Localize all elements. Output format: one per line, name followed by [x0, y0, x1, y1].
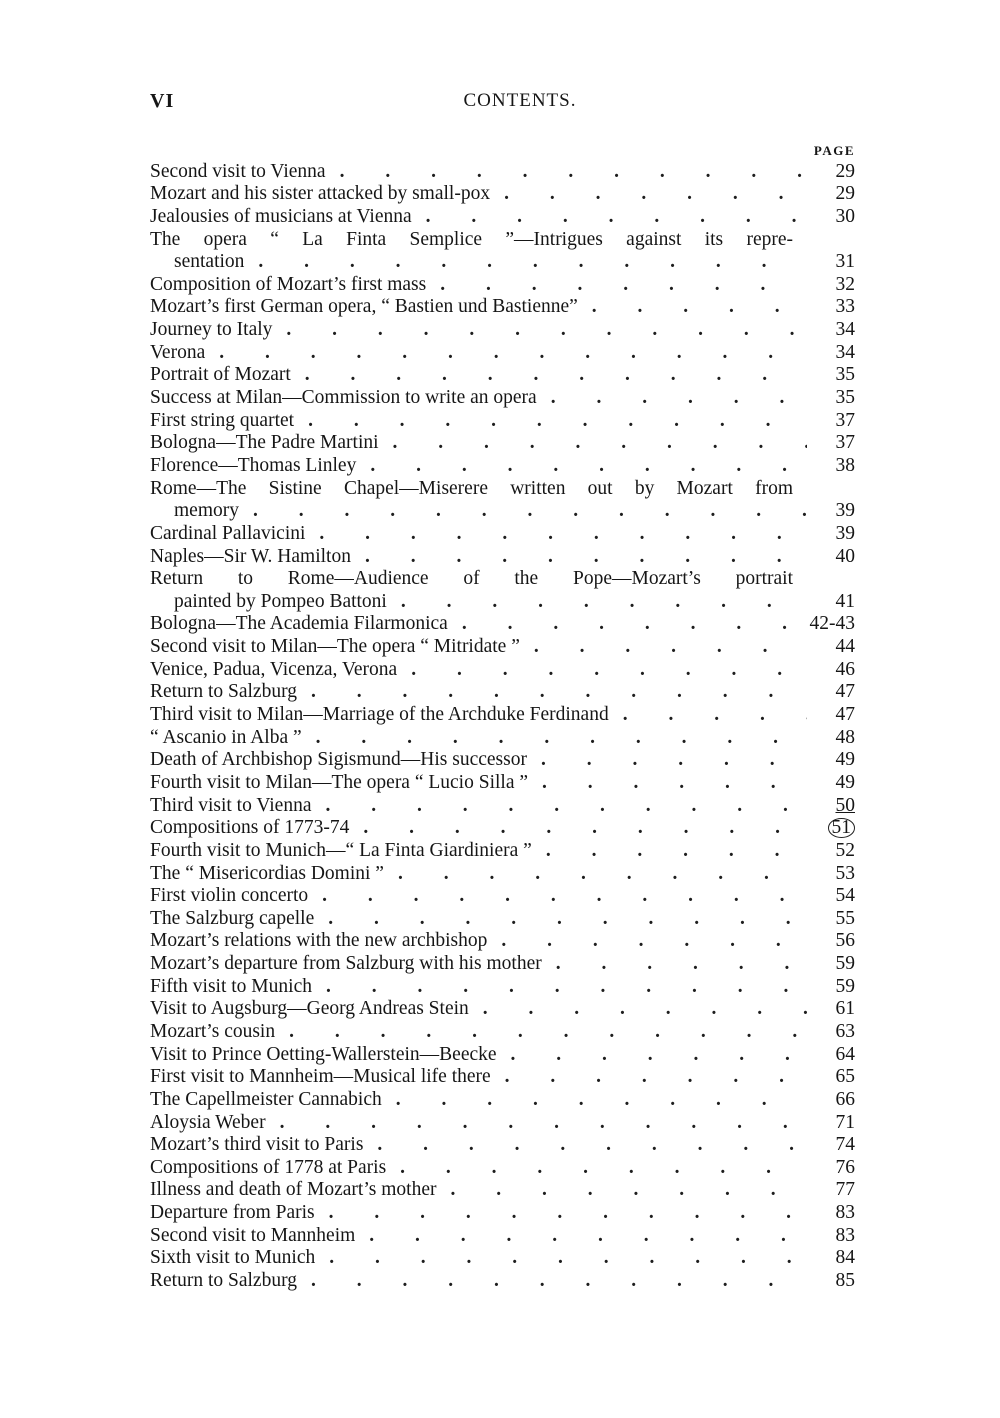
toc-entry: [150, 772, 855, 795]
dot-leader: [308, 885, 807, 908]
toc-entry-title: Visit to Prince Oetting-Wallerstein—Beecke: [150, 1043, 497, 1065]
underlined-page-number: 50: [835, 794, 855, 816]
toc-entry-title: The opera “ La Finta Semplice ”—Intrigues against its repre-: [150, 228, 793, 250]
toc-entry-title: Third visit to Vienna: [150, 794, 312, 816]
toc-entry: [150, 1089, 855, 1112]
toc-entry-title: Cardinal Pallavicini: [150, 522, 306, 544]
toc-entry-title: Return to Rome—Audience of the Pope—Mozart’s portrait: [150, 568, 793, 590]
toc-entry: [150, 523, 855, 546]
toc-entry-page: 63: [835, 1020, 855, 1042]
toc-entry: [150, 659, 855, 682]
toc-entry-page: 59: [835, 953, 855, 975]
toc-entry-page: [807, 817, 855, 840]
dot-leader: [487, 930, 807, 953]
toc-entry-title: Fifth visit to Munich: [150, 975, 312, 997]
toc-entry-page: 42-43: [809, 613, 855, 635]
toc-entry-title: First string quartet: [150, 409, 295, 431]
toc-entry-page: 41: [835, 590, 855, 612]
toc-entry: [150, 1157, 855, 1180]
toc-entry-page: 30: [835, 205, 855, 227]
toc-entry: [150, 636, 855, 659]
toc-entry-title: Second visit to Vienna: [150, 160, 326, 182]
toc-entry-title: Journey to Italy: [150, 319, 273, 341]
dot-leader: [436, 1179, 807, 1202]
dot-leader: [291, 364, 807, 387]
table-of-contents: [150, 138, 855, 1293]
toc-entry: [150, 229, 855, 274]
toc-entry-title: Florence—Thomas Linley: [150, 454, 357, 476]
toc-entry-title: Mozart’s relations with the new archbishop: [150, 930, 488, 952]
toc-entry: [150, 953, 855, 976]
toc-entry-page: 48: [835, 726, 855, 748]
toc-entry-title: Return to Salzburg: [150, 1270, 297, 1292]
toc-entry: [150, 885, 855, 908]
toc-entry-title: Second visit to Mannheim: [150, 1224, 356, 1246]
toc-entry-title: The Salzburg capelle: [150, 907, 315, 929]
toc-entry: [150, 817, 855, 840]
toc-entry: [150, 704, 855, 727]
dot-leader: [363, 1134, 807, 1157]
toc-entry-title-continuation: memory: [174, 500, 239, 522]
toc-entry-page: 37: [835, 409, 855, 431]
toc-entry: [150, 1225, 855, 1248]
toc-entry-title: Venice, Padua, Vicenza, Verona: [150, 658, 398, 680]
toc-entry-title: Third visit to Milan—Marriage of the Archduke Ferdinand: [150, 704, 609, 726]
dot-leader: [312, 976, 807, 999]
toc-entry-title: First violin concerto: [150, 885, 309, 907]
toc-entry-title: The “ Misericordias Domini ”: [150, 862, 384, 884]
dot-leader: [326, 161, 807, 184]
dot-leader: [542, 953, 807, 976]
toc-entry-page: 37: [835, 432, 855, 454]
toc-entry: [150, 274, 855, 297]
toc-entry-page: 76: [835, 1156, 855, 1178]
dot-leader: [315, 1202, 807, 1225]
toc-entry: [150, 568, 855, 613]
toc-entry-title: “ Ascanio in Alba ”: [150, 726, 302, 748]
dot-leader: [397, 659, 807, 682]
dot-leader: [386, 1157, 807, 1180]
toc-entry: [150, 319, 855, 342]
dot-leader: [355, 1225, 807, 1248]
dot-leader: [349, 817, 807, 840]
toc-entry-page: 77: [835, 1179, 855, 1201]
toc-entry-page: 38: [835, 454, 855, 476]
dot-leader: [351, 546, 807, 569]
dot-leader: [305, 523, 807, 546]
toc-entry-title-continuation: painted by Pompeo Battoni: [174, 590, 387, 612]
toc-entry: [150, 387, 855, 410]
toc-entry-page: 52: [835, 839, 855, 861]
dot-leader: [384, 863, 807, 886]
toc-entry: [150, 296, 855, 319]
dot-leader: [205, 342, 807, 365]
toc-entry-title: Second visit to Milan—The opera “ Mitridate ”: [150, 636, 520, 658]
page-header: [0, 90, 1000, 122]
toc-entry: [150, 1270, 855, 1293]
dot-leader: [272, 319, 807, 342]
dot-leader: [312, 795, 808, 818]
dot-leader: [302, 727, 807, 750]
toc-entry-title: Visit to Augsburg—Georg Andreas Stein: [150, 998, 469, 1020]
dot-leader: [520, 636, 807, 659]
toc-entry: [150, 1134, 855, 1157]
toc-entry: [150, 727, 855, 750]
toc-entry-page: 34: [835, 341, 855, 363]
toc-entry: [150, 1112, 855, 1135]
dot-leader: [448, 613, 807, 636]
toc-entry-title: Compositions of 1773-74: [150, 817, 350, 839]
dot-leader: [387, 591, 807, 614]
dot-leader: [297, 1270, 807, 1293]
dot-leader: [412, 206, 807, 229]
toc-entry: [150, 455, 855, 478]
toc-entry-title: Mozart’s cousin: [150, 1020, 276, 1042]
toc-entry: [150, 1247, 855, 1270]
toc-entry: [150, 613, 855, 636]
dot-leader: [537, 387, 807, 410]
toc-entry-title: Bologna—The Academia Filarmonica: [150, 613, 448, 635]
toc-entry-page: 65: [835, 1066, 855, 1088]
toc-entry-page: 49: [835, 771, 855, 793]
toc-entry: [150, 795, 855, 818]
toc-entry-page: 55: [835, 907, 855, 929]
toc-entry-page: 29: [835, 160, 855, 182]
toc-entry-continuation-line: [150, 591, 855, 614]
toc-entry-title: The Capellmeister Cannabich: [150, 1088, 382, 1110]
toc-entry-page: 53: [835, 862, 855, 884]
dot-leader: [356, 455, 807, 478]
toc-entry-title: Jealousies of musicians at Vienna: [150, 205, 412, 227]
toc-entry-page: [807, 795, 855, 818]
toc-entry: [150, 478, 855, 523]
toc-entry-page: 61: [835, 998, 855, 1020]
toc-entry-page: 35: [835, 364, 855, 386]
toc-entry-title: Fourth visit to Munich—“ La Finta Giardiniera ”: [150, 839, 532, 861]
toc-entry-page: 74: [835, 1134, 855, 1156]
toc-entry-page: 83: [835, 1224, 855, 1246]
toc-entry-page: 84: [835, 1247, 855, 1269]
toc-entry: [150, 432, 855, 455]
toc-entry-page: 83: [835, 1202, 855, 1224]
toc-entry-title-continuation: sentation: [174, 251, 245, 273]
toc-entry-page: 44: [835, 636, 855, 658]
toc-entry-page: 71: [835, 1111, 855, 1133]
dot-leader: [528, 772, 807, 795]
dot-leader: [239, 500, 807, 523]
dot-leader: [379, 432, 807, 455]
toc-entry-page: 59: [835, 975, 855, 997]
toc-entry-page: 64: [835, 1043, 855, 1065]
toc-entry: [150, 863, 855, 886]
dot-leader: [491, 1066, 807, 1089]
toc-entry: [150, 183, 855, 206]
toc-entry-page: 33: [835, 296, 855, 318]
toc-entry-title: Portrait of Mozart: [150, 364, 291, 386]
dot-leader: [266, 1112, 807, 1135]
dot-leader: [297, 681, 807, 704]
toc-entry-page: 47: [835, 704, 855, 726]
toc-entry: [150, 342, 855, 365]
toc-entry-title: Illness and death of Mozart’s mother: [150, 1179, 437, 1201]
toc-entry: [150, 1044, 855, 1067]
toc-entry: [150, 1202, 855, 1225]
dot-leader: [315, 1247, 807, 1270]
toc-entry: [150, 998, 855, 1021]
toc-entry-page: 32: [835, 273, 855, 295]
toc-entry: [150, 976, 855, 999]
page-column-label: PAGE: [813, 143, 855, 158]
toc-entry: [150, 1021, 855, 1044]
toc-entry-page: 40: [835, 545, 855, 567]
toc-entry-page: 85: [835, 1270, 855, 1292]
dot-leader: [497, 1044, 807, 1067]
toc-entry-page: 39: [835, 522, 855, 544]
toc-entry-title: Compositions of 1778 at Paris: [150, 1156, 387, 1178]
toc-entry-page: 31: [835, 251, 855, 273]
toc-entry-title: Death of Archbishop Sigismund—His successor: [150, 749, 527, 771]
toc-entry-title: Aloysia Weber: [150, 1111, 266, 1133]
toc-entry: [150, 840, 855, 863]
toc-entry-title: Naples—Sir W. Hamilton: [150, 545, 351, 567]
toc-entry-page: 35: [835, 387, 855, 409]
toc-entry-page: 54: [835, 885, 855, 907]
toc-entry-title: Fourth visit to Milan—The opera “ Lucio Silla ”: [150, 771, 529, 793]
toc-entry-page: 56: [835, 930, 855, 952]
toc-entry: [150, 161, 855, 184]
toc-entry: [150, 410, 855, 433]
toc-entry-page: 66: [835, 1088, 855, 1110]
toc-entry-continuation-line: [150, 251, 855, 274]
toc-entry-title: Return to Salzburg: [150, 681, 297, 703]
toc-entry: [150, 1179, 855, 1202]
dot-leader: [527, 749, 807, 772]
toc-entry: [150, 364, 855, 387]
toc-entry-page: 29: [835, 183, 855, 205]
toc-entry: [150, 749, 855, 772]
dot-leader: [609, 704, 807, 727]
dot-leader: [532, 840, 807, 863]
toc-entry-title: Verona: [150, 341, 206, 363]
toc-entry-page: 46: [835, 658, 855, 680]
dot-leader: [294, 410, 807, 433]
toc-entry: [150, 206, 855, 229]
dot-leader: [382, 1089, 807, 1112]
page-number-folio: VI: [150, 90, 175, 112]
toc-entry-title: Mozart’s first German opera, “ Bastien und Bastienne”: [150, 296, 578, 318]
toc-entry-page: 39: [835, 500, 855, 522]
dot-leader: [469, 998, 807, 1021]
toc-entry-title: Success at Milan—Commission to write an opera: [150, 387, 537, 409]
toc-entry-title: Mozart and his sister attacked by small-pox: [150, 183, 491, 205]
toc-entry-continuation-line: [150, 500, 855, 523]
dot-leader: [314, 908, 807, 931]
dot-leader: [490, 183, 807, 206]
toc-entry: [150, 930, 855, 953]
toc-entry: [150, 546, 855, 569]
toc-entry-title: Rome—The Sistine Chapel—Miserere written out by Mozart from: [150, 477, 793, 499]
toc-entry-page: 49: [835, 749, 855, 771]
toc-entry: [150, 908, 855, 931]
toc-entry-title: Bologna—The Padre Martini: [150, 432, 379, 454]
dot-leader: [275, 1021, 807, 1044]
toc-entry-title: Composition of Mozart’s first mass: [150, 273, 427, 295]
dot-leader: [426, 274, 807, 297]
toc-entry-title: Mozart’s third visit to Paris: [150, 1134, 364, 1156]
toc-entry-title: First visit to Mannheim—Musical life there: [150, 1066, 491, 1088]
toc-entry-title: Mozart’s departure from Salzburg with his mother: [150, 953, 542, 975]
toc-entry-page: 47: [835, 681, 855, 703]
running-title: CONTENTS.: [463, 90, 577, 111]
toc-entry-title: Departure from Paris: [150, 1202, 315, 1224]
toc-entry-page: 34: [835, 319, 855, 341]
toc-entry: [150, 1066, 855, 1089]
dot-leader: [578, 296, 807, 319]
circled-page-number: 51: [828, 818, 856, 838]
dot-leader: [244, 251, 807, 274]
toc-entry-title: Sixth visit to Munich: [150, 1247, 316, 1269]
toc-entry: [150, 681, 855, 704]
